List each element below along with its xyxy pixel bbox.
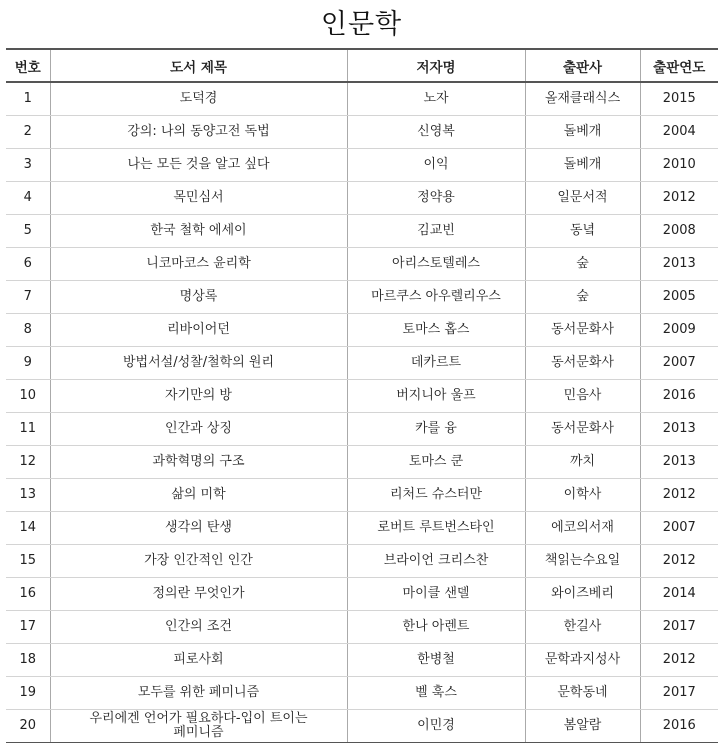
cell-author: 데카르트 bbox=[347, 347, 525, 380]
cell-year: 2012 bbox=[640, 545, 718, 578]
table-row bbox=[6, 347, 718, 380]
header-author: 저자명 bbox=[347, 49, 525, 82]
cell-publisher: 돌베개 bbox=[525, 149, 640, 182]
table-row bbox=[6, 82, 718, 116]
cell-year: 2009 bbox=[640, 314, 718, 347]
cell-author: 마이클 샌델 bbox=[347, 578, 525, 611]
book-table bbox=[6, 48, 718, 743]
table-row bbox=[6, 611, 718, 644]
cell-publisher: 숲 bbox=[525, 281, 640, 314]
cell-number: 3 bbox=[6, 149, 50, 182]
table-row bbox=[6, 710, 718, 743]
cell-book-title: 나는 모든 것을 알고 싶다 bbox=[50, 149, 347, 182]
cell-year: 2007 bbox=[640, 347, 718, 380]
cell-book-title: 피로사회 bbox=[50, 644, 347, 677]
table-row bbox=[6, 380, 718, 413]
cell-number: 19 bbox=[6, 677, 50, 710]
cell-publisher: 민음사 bbox=[525, 380, 640, 413]
table-row bbox=[6, 215, 718, 248]
cell-book-title: 자기만의 방 bbox=[50, 380, 347, 413]
cell-number: 9 bbox=[6, 347, 50, 380]
table-row bbox=[6, 479, 718, 512]
table-row bbox=[6, 446, 718, 479]
cell-publisher: 에코의서재 bbox=[525, 512, 640, 545]
cell-year: 2013 bbox=[640, 413, 718, 446]
table-row bbox=[6, 281, 718, 314]
cell-book-title: 명상록 bbox=[50, 281, 347, 314]
page-title: 인문학 bbox=[320, 9, 403, 40]
cell-publisher: 문학동네 bbox=[525, 677, 640, 710]
cell-year: 2007 bbox=[640, 512, 718, 545]
cell-publisher: 동서문화사 bbox=[525, 314, 640, 347]
cell-publisher: 돌베개 bbox=[525, 116, 640, 149]
cell-book-title: 강의: 나의 동양고전 독법 bbox=[50, 116, 347, 149]
cell-publisher: 숲 bbox=[525, 248, 640, 281]
cell-year: 2017 bbox=[640, 677, 718, 710]
cell-author: 마르쿠스 아우렐리우스 bbox=[347, 281, 525, 314]
cell-publisher: 문학과지성사 bbox=[525, 644, 640, 677]
cell-number: 2 bbox=[6, 116, 50, 149]
cell-year: 2012 bbox=[640, 644, 718, 677]
cell-book-title: 과학혁명의 구조 bbox=[50, 446, 347, 479]
cell-number: 14 bbox=[6, 512, 50, 545]
cell-number: 11 bbox=[6, 413, 50, 446]
cell-year: 2005 bbox=[640, 281, 718, 314]
cell-year: 2004 bbox=[640, 116, 718, 149]
cell-publisher: 까치 bbox=[525, 446, 640, 479]
table-row bbox=[6, 182, 718, 215]
cell-author: 한병철 bbox=[347, 644, 525, 677]
cell-author: 한나 아렌트 bbox=[347, 611, 525, 644]
cell-number: 8 bbox=[6, 314, 50, 347]
cell-number: 13 bbox=[6, 479, 50, 512]
cell-year: 2012 bbox=[640, 182, 718, 215]
cell-number: 6 bbox=[6, 248, 50, 281]
header-year: 출판연도 bbox=[640, 49, 718, 82]
table-row bbox=[6, 677, 718, 710]
table-row bbox=[6, 545, 718, 578]
cell-book-title: 니코마코스 윤리학 bbox=[50, 248, 347, 281]
cell-number: 10 bbox=[6, 380, 50, 413]
cell-publisher: 와이즈베리 bbox=[525, 578, 640, 611]
cell-author: 토마스 쿤 bbox=[347, 446, 525, 479]
cell-number: 4 bbox=[6, 182, 50, 215]
cell-number: 12 bbox=[6, 446, 50, 479]
table-row bbox=[6, 248, 718, 281]
cell-book-title: 삶의 미학 bbox=[50, 479, 347, 512]
cell-year: 2014 bbox=[640, 578, 718, 611]
cell-book-title: 우리에겐 언어가 필요하다-입이 트이는 페미니즘 bbox=[50, 710, 347, 743]
table-row bbox=[6, 116, 718, 149]
cell-number: 16 bbox=[6, 578, 50, 611]
cell-publisher: 일문서적 bbox=[525, 182, 640, 215]
cell-book-title: 방법서설/성찰/철학의 원리 bbox=[50, 347, 347, 380]
cell-book-title: 정의란 무엇인가 bbox=[50, 578, 347, 611]
cell-publisher: 한길사 bbox=[525, 611, 640, 644]
cell-author: 이익 bbox=[347, 149, 525, 182]
table-row bbox=[6, 644, 718, 677]
cell-author: 버지니아 울프 bbox=[347, 380, 525, 413]
cell-number: 20 bbox=[6, 710, 50, 743]
table-row bbox=[6, 149, 718, 182]
header-number: 번호 bbox=[6, 49, 50, 82]
cell-number: 5 bbox=[6, 215, 50, 248]
header-book-title: 도서 제목 bbox=[50, 49, 347, 82]
cell-book-title: 목민심서 bbox=[50, 182, 347, 215]
table-row bbox=[6, 413, 718, 446]
cell-author: 토마스 홉스 bbox=[347, 314, 525, 347]
cell-author: 리처드 슈스터만 bbox=[347, 479, 525, 512]
cell-year: 2016 bbox=[640, 710, 718, 743]
cell-publisher: 동서문화사 bbox=[525, 413, 640, 446]
header-publisher: 출판사 bbox=[525, 49, 640, 82]
table-row bbox=[6, 512, 718, 545]
cell-year: 2013 bbox=[640, 446, 718, 479]
table-row bbox=[6, 314, 718, 347]
cell-author: 정약용 bbox=[347, 182, 525, 215]
cell-author: 김교빈 bbox=[347, 215, 525, 248]
cell-author: 로버트 루트번스타인 bbox=[347, 512, 525, 545]
cell-number: 7 bbox=[6, 281, 50, 314]
cell-number: 17 bbox=[6, 611, 50, 644]
cell-author: 벨 훅스 bbox=[347, 677, 525, 710]
cell-publisher: 이학사 bbox=[525, 479, 640, 512]
cell-year: 2015 bbox=[640, 82, 718, 116]
cell-book-title: 도덕경 bbox=[50, 82, 347, 116]
cell-publisher: 올재클래식스 bbox=[525, 82, 640, 116]
cell-book-title: 가장 인간적인 인간 bbox=[50, 545, 347, 578]
cell-year: 2012 bbox=[640, 479, 718, 512]
cell-book-title: 인간의 조건 bbox=[50, 611, 347, 644]
cell-publisher: 동서문화사 bbox=[525, 347, 640, 380]
cell-book-title: 생각의 탄생 bbox=[50, 512, 347, 545]
cell-author: 신영복 bbox=[347, 116, 525, 149]
cell-publisher: 동녘 bbox=[525, 215, 640, 248]
table-row bbox=[6, 578, 718, 611]
cell-author: 아리스토텔레스 bbox=[347, 248, 525, 281]
cell-year: 2016 bbox=[640, 380, 718, 413]
cell-book-title: 인간과 상징 bbox=[50, 413, 347, 446]
cell-year: 2008 bbox=[640, 215, 718, 248]
cell-publisher: 책읽는수요일 bbox=[525, 545, 640, 578]
cell-year: 2013 bbox=[640, 248, 718, 281]
cell-number: 1 bbox=[6, 82, 50, 116]
cell-year: 2017 bbox=[640, 611, 718, 644]
cell-number: 18 bbox=[6, 644, 50, 677]
cell-book-title: 리바이어던 bbox=[50, 314, 347, 347]
cell-author: 카를 융 bbox=[347, 413, 525, 446]
cell-year: 2010 bbox=[640, 149, 718, 182]
cell-book-title: 한국 철학 에세이 bbox=[50, 215, 347, 248]
cell-number: 15 bbox=[6, 545, 50, 578]
cell-publisher: 봄알람 bbox=[525, 710, 640, 743]
table-header-row bbox=[6, 49, 718, 82]
cell-book-title: 모두를 위한 페미니즘 bbox=[50, 677, 347, 710]
cell-author: 노자 bbox=[347, 82, 525, 116]
cell-author: 이민경 bbox=[347, 710, 525, 743]
cell-author: 브라이언 크리스찬 bbox=[347, 545, 525, 578]
